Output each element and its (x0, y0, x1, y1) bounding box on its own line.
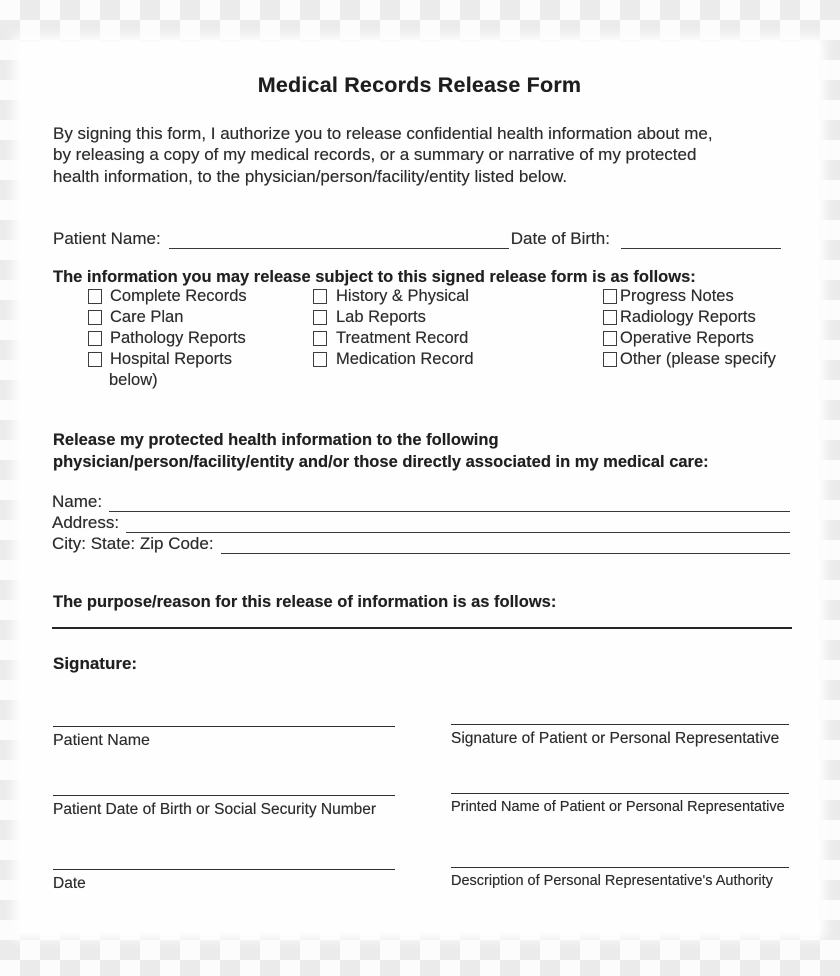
patient-signature-label: Signature of Patient or Personal Representative (451, 730, 780, 747)
recipient-heading-line: Release my protected health information to the following (53, 431, 499, 449)
checkbox-column-3 (603, 286, 776, 368)
checkbox-radiology-reports[interactable] (603, 310, 617, 325)
date-label: Date (53, 875, 86, 892)
recipient-name-field[interactable] (109, 491, 790, 512)
recipient-address-row (52, 512, 790, 533)
checkbox-row (313, 286, 474, 305)
representative-authority-block (451, 867, 789, 889)
patient-name-signature-block (53, 726, 395, 750)
checkbox-operative-reports[interactable] (603, 331, 617, 346)
patient-name-sign-line[interactable] (53, 726, 395, 727)
checkbox-label: Pathology Reports (110, 328, 246, 347)
date-block (53, 869, 395, 893)
checkbox-column-1 (88, 286, 247, 389)
printed-name-line[interactable] (451, 793, 789, 794)
patient-signature-line[interactable] (451, 724, 789, 725)
checkbox-label: History & Physical (336, 286, 469, 305)
checkbox-label: Radiology Reports (620, 307, 756, 326)
printed-name-label: Printed Name of Patient or Personal Representative (451, 799, 785, 815)
patient-name-label: Patient Name: (53, 229, 161, 248)
checkbox-treatment-record[interactable] (313, 331, 327, 346)
checkbox-row (88, 286, 247, 305)
checkbox-row (88, 328, 247, 347)
checkbox-complete-records[interactable] (88, 289, 102, 304)
printed-name-block (451, 793, 789, 815)
patient-signature-block (451, 724, 789, 748)
checkbox-progress-notes[interactable] (603, 289, 617, 304)
release-info-heading: The information you may release subject to this signed release form is as follows: (53, 268, 696, 286)
checkbox-row (313, 307, 474, 326)
recipient-name-label: Name: (52, 492, 103, 511)
intro-line: health information, to the physician/person/facility/entity listed below. (53, 166, 568, 186)
checkbox-row (88, 307, 247, 326)
recipient-address-field[interactable] (126, 512, 790, 533)
recipient-city-label: City: State: Zip Code: (52, 534, 214, 553)
checkbox-history-physical[interactable] (313, 289, 327, 304)
signature-heading: Signature: (53, 654, 138, 673)
date-of-birth-label: Date of Birth: (510, 229, 610, 248)
recipient-name-row (52, 491, 790, 512)
checkbox-hospital-reports[interactable] (88, 352, 102, 367)
checkbox-label: Treatment Record (336, 328, 469, 347)
checkbox-label: Hospital Reports (110, 349, 232, 368)
checkbox-medication-record[interactable] (313, 352, 327, 367)
patient-info-row (53, 228, 781, 249)
purpose-field[interactable] (52, 627, 792, 629)
recipient-heading (53, 430, 709, 473)
patient-name-field[interactable] (169, 228, 509, 249)
representative-authority-label: Description of Personal Representative's Authority (451, 873, 773, 889)
checkbox-other[interactable] (603, 352, 617, 367)
checkbox-row (313, 328, 474, 347)
dob-ssn-line[interactable] (53, 795, 395, 796)
checkbox-label: Operative Reports (620, 328, 754, 347)
dob-ssn-label: Patient Date of Birth or Social Security Number (53, 801, 377, 818)
checkbox-care-plan[interactable] (88, 310, 102, 325)
checkbox-row (603, 286, 776, 305)
intro-line: by releasing a copy of my medical records, or a summary or narrative of my protected (53, 145, 697, 165)
purpose-heading: The purpose/reason for this release of information is as follows: (53, 593, 557, 611)
recipient-heading-line: physician/person/facility/entity and/or those directly associated in my medical care: (53, 452, 709, 471)
recipient-city-field[interactable] (221, 533, 790, 554)
checkbox-label: Complete Records (110, 286, 247, 305)
checkbox-label: Care Plan (110, 307, 184, 326)
intro-paragraph (53, 123, 793, 187)
checkbox-pathology-reports[interactable] (88, 331, 102, 346)
form-title: Medical Records Release Form (257, 73, 582, 97)
checkbox-row (603, 349, 776, 368)
checkbox-label: Progress Notes (620, 286, 734, 305)
date-line[interactable] (53, 869, 395, 870)
checkbox-label: Lab Reports (336, 307, 426, 326)
patient-name-sign-label: Patient Name (53, 732, 150, 749)
checkbox-row (88, 349, 247, 368)
document-page (20, 42, 819, 933)
checkbox-row (313, 349, 474, 368)
recipient-city-row (52, 533, 790, 554)
checkbox-label-continuation: below) (109, 370, 158, 389)
checkbox-row (603, 328, 776, 347)
intro-line: By signing this form, I authorize you to release confidential health information about me, (53, 124, 713, 143)
checkbox-lab-reports[interactable] (313, 310, 327, 325)
representative-authority-line[interactable] (451, 867, 789, 868)
dob-ssn-block (53, 795, 395, 819)
date-of-birth-field[interactable] (621, 228, 781, 249)
checkbox-label: Medication Record (336, 349, 474, 368)
checkbox-row (603, 307, 776, 326)
checkbox-column-2 (313, 286, 474, 368)
checkbox-label: Other (please specify (620, 349, 776, 368)
recipient-address-label: Address: (52, 513, 120, 532)
